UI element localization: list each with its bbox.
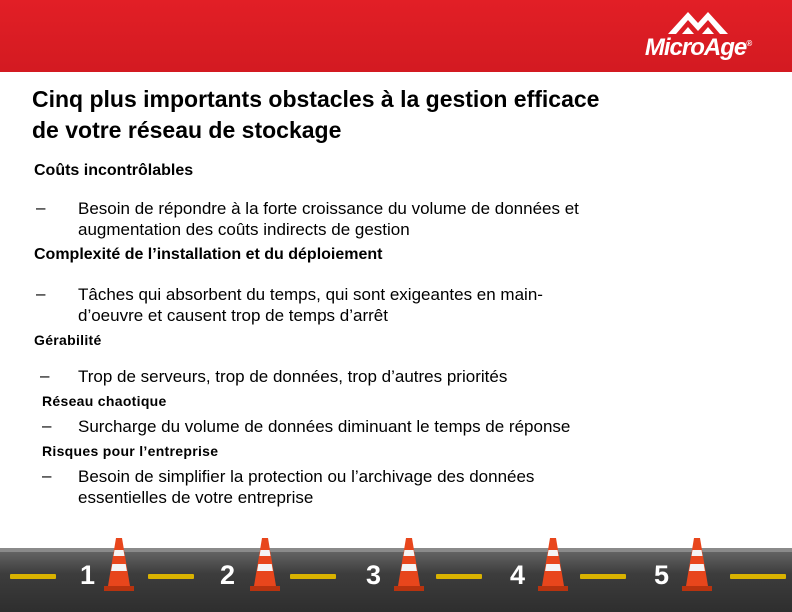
section-heading-manageability: Gérabilité <box>34 332 102 348</box>
bullet-text: Tâches qui absorbent du temps, qui sont exigeantes en main- <box>78 285 543 304</box>
page-title <box>32 84 772 146</box>
bullet-text: d’oeuvre et causent trop de temps d’arrêt <box>78 306 388 325</box>
bullet-text: essentielles de votre entreprise <box>78 488 314 507</box>
lane-marking <box>580 574 626 579</box>
lane-marking <box>730 574 786 579</box>
lane-marking <box>148 574 194 579</box>
bullet-dash: – <box>40 366 50 385</box>
step-number-2: 2 <box>220 560 236 590</box>
traffic-cone-icon <box>104 536 134 592</box>
microage-logo <box>628 8 768 64</box>
lane-marking <box>10 574 56 579</box>
mountain-logo-icon <box>668 10 728 34</box>
bullet-dash: – <box>36 284 46 303</box>
title-line-1: Cinq plus importants obstacles à la gestion efficace <box>32 86 600 112</box>
bullet-text: Besoin de répondre à la forte croissance du volume de données et <box>78 199 579 218</box>
step-number-1: 1 <box>80 560 96 590</box>
title-line-2: de votre réseau de stockage <box>32 117 342 143</box>
traffic-cone-icon <box>250 536 280 592</box>
header-bar <box>0 0 792 72</box>
lane-marking <box>436 574 482 579</box>
bullet-dash: – <box>42 466 52 485</box>
lane-marking <box>290 574 336 579</box>
bullet-text: Besoin de simplifier la protection ou l’archivage des données <box>78 467 535 486</box>
bullet-text: augmentation des coûts indirects de gestion <box>78 220 410 239</box>
bullet-text: Trop de serveurs, trop de données, trop d’autres priorités <box>78 367 508 386</box>
step-number-5: 5 <box>654 560 670 590</box>
bullet-dash: – <box>36 198 46 217</box>
traffic-cone-icon <box>682 536 712 592</box>
section-heading-chaotic-network: Réseau chaotique <box>42 393 167 409</box>
bullet-dash: – <box>42 416 52 435</box>
step-number-4: 4 <box>510 560 526 590</box>
section-heading-costs: Coûts incontrôlables <box>34 162 194 179</box>
traffic-cone-icon <box>538 536 568 592</box>
section-heading-business-risks: Risques pour l’entreprise <box>42 443 219 459</box>
traffic-cone-icon <box>394 536 424 592</box>
bullet-text: Surcharge du volume de données diminuant le temps de réponse <box>78 417 571 436</box>
logo-wordmark: MicroAge® <box>644 34 752 61</box>
section-heading-complexity: Complexité de l’installation et du déploiement <box>34 246 383 263</box>
step-number-3: 3 <box>366 560 382 590</box>
